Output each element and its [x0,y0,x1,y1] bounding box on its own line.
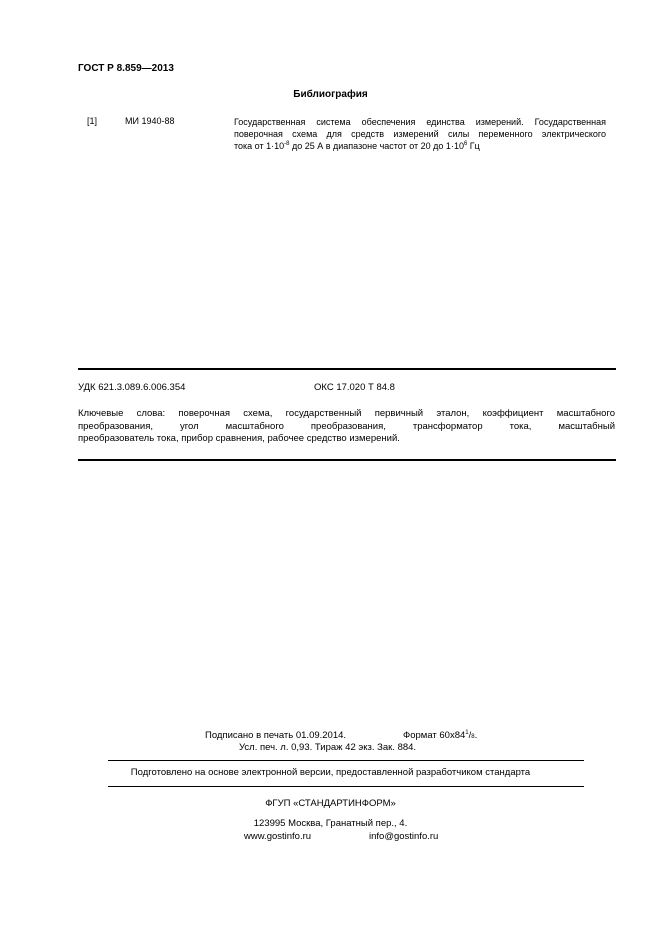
entry-text-part: тока от 1·10 [234,141,285,151]
signed-date: Подписано в печать 01.09.2014. [205,730,347,741]
publisher-name: ФГУП «СТАНДАРТИНФОРМ» [265,798,396,809]
bibliography-entry-text [234,116,606,152]
divider-top [78,368,616,370]
bibliography-entry-line: Государственная система обеспечения единства измерений. Государственная [234,117,606,127]
prepared-note: Подготовлено на основе электронной версии, предоставленной разработчиком стандарта [130,767,531,778]
print-details: Усл. печ. л. 0,93. Тираж 42 экз. Зак. 884. [239,742,417,753]
oks-code: ОКС 17.020 Т 84.8 [314,382,395,393]
bibliography-title: Библиография [293,89,368,100]
udk-code: УДК 621.3.089.6.006.354 [78,382,186,393]
keywords-block [78,408,615,446]
format-end: . [474,730,478,741]
bibliography-entry-number: [1] [87,116,98,126]
bibliography-entry-line [234,140,606,152]
publisher-website: www.gostinfo.ru [244,831,312,842]
exponent: -8 [284,141,290,147]
format-text: Формат 60х84 [403,730,466,741]
imprint-divider [108,786,584,787]
format-numerator: 1 [465,730,469,736]
standard-designation: ГОСТ Р 8.859—2013 [78,63,174,74]
bibliography-entry-line: поверочная схема для средств измерений силы переменного электрического [234,129,606,139]
bibliography-entry-code: МИ 1940-88 [125,116,175,126]
publisher-address: 123995 Москва, Гранатный пер., 4. [253,818,408,829]
entry-text-part: до 25 А в диапазоне частот от 20 до 1·10 [289,141,464,151]
exponent: 6 [463,141,468,147]
format-separator: / [468,730,472,741]
keywords-line: Ключевые слова: поверочная схема, государственный первичный эталон, коэффициент масштабного [78,408,615,419]
keywords-line: преобразователь тока, прибор сравнения, рабочее средство измерений. [78,433,400,444]
format-denominator: 8 [471,734,475,740]
print-format [403,730,477,741]
entry-text-part: Гц [467,141,480,151]
publisher-email: info@gostinfo.ru [369,831,439,842]
keywords-line: преобразования, угол масштабного преобразования, трансформатор тока, масштабный [78,420,615,432]
imprint-divider [108,760,584,761]
divider-bottom [78,459,616,461]
